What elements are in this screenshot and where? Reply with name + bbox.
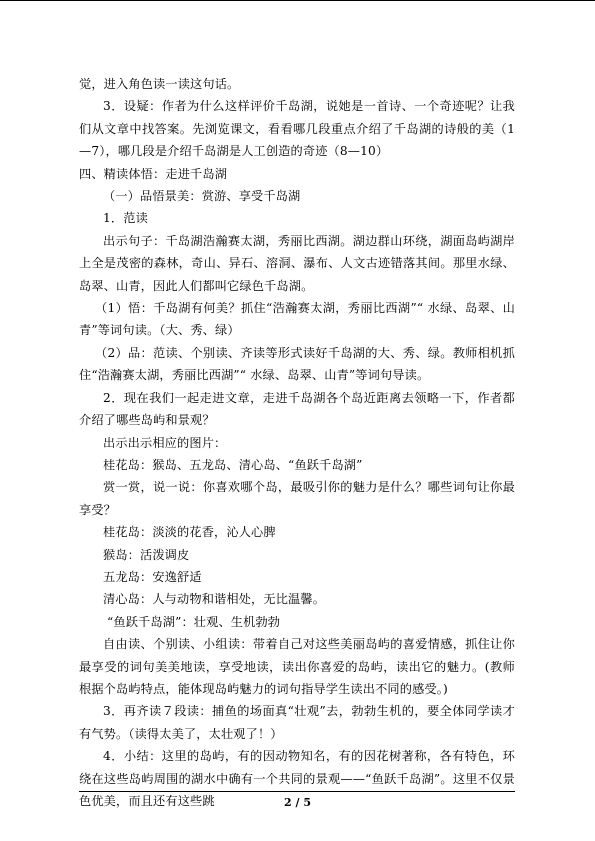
page-number: 2 / 5 xyxy=(284,796,311,809)
paragraph-osmanthus-island: 桂花岛：淡淡的花香，沁人心脾 xyxy=(103,525,276,540)
paragraph-monkey-island: 猴岛：活泼调皮 xyxy=(103,547,190,562)
paragraph-step-2: 2．现在我们一起走进文章，走进千岛湖各个岛近距离去领略一下，作者都介绍了哪些岛屿和景观？ xyxy=(79,390,515,428)
paragraph-appreciate: 赏一赏，说一说：你喜欢哪个岛，最吸引你的魅力是什么？哪些词句让你最享受？ xyxy=(79,480,515,517)
paragraph-five-dragon-island: 五龙岛：安逸舒适 xyxy=(103,569,202,584)
subsection-heading-1: （一）品悟景美：赏游、享受千岛湖 xyxy=(103,189,301,204)
paragraph-1: 觉，进入角色读一读这句话。 xyxy=(79,77,240,91)
header-rule xyxy=(0,0,595,1)
body-text xyxy=(79,73,515,812)
paragraph-qingxin-island: 清心岛：人与动物和谐相处，无比温馨。 xyxy=(103,592,326,607)
section-heading-4: 四、精读体悟：走进千岛湖 xyxy=(79,166,228,181)
paragraph-wu: （1）悟：千岛湖有何美？抓住“浩瀚赛太湖，秀丽比西湖”“ 水绿、岛翠、山青”等词句读。（大、秀、绿） xyxy=(79,301,515,338)
step-heading-1: 1．范读 xyxy=(103,211,148,226)
footer-rule xyxy=(79,791,515,792)
paragraph-reading-methods: 自由读、个别读、小组读：带着自己对这些美丽岛屿的喜爱情感，抓住让你最享受的词句美美地读，享受地读，读出你喜爱的岛屿，读出它的魅力。(教师根据个岛屿特点，能体现岛屿魅力的词句指导学生读出不同的感受。) xyxy=(79,637,515,696)
paragraph-fish-leap: “鱼跃千岛湖”：壮观、生机勃勃 xyxy=(107,614,281,629)
paragraph-step-4-summary: 4．小结：这里的岛屿，有的因动物知名，有的因花树著称，各有特色，环绕在这些岛屿周围的湖水中确有一个共同的景观——“鱼跃千岛湖”。这里不仅景色优美，而且还有这些跳 xyxy=(79,749,515,808)
paragraph-2: 3．设疑：作者为什么这样评价千岛湖，说她是一首诗、一个奇迹呢？让我们从文章中找答案。先浏览课文，看看哪几段重点介绍了千岛湖的诗般的美（1—7），哪几段是介绍千岛湖是人工创造的奇迹（8—10） xyxy=(79,99,515,159)
paragraph-show-pictures: 出示出示相应的图片： xyxy=(103,435,227,450)
paragraph-quote: 出示句子：千岛湖浩瀚赛太湖，秀丽比西湖。湖边群山环绕，湖面岛屿湖岸上全是茂密的森林，奇山、异石、溶洞、瀑布、人文古迹错落其间。那里水绿、岛翠、山青，因此人们都叫它绿色千岛湖。 xyxy=(79,233,515,293)
paragraph-island-list: 桂花岛：猴岛、五龙岛、清心岛、“鱼跃千岛湖” xyxy=(103,457,363,472)
paragraph-pin: （2）品：范读、个别读、齐读等形式读好千岛湖的大、秀、绿。教师相机抓住“浩瀚赛太湖，秀丽比西湖”“ 水绿、岛翠、山青”等词句导读。 xyxy=(79,345,515,383)
paragraph-step-3: 3．再齐读７段读：捕鱼的场面真“壮观”去，勃勃生机的，要全体同学读才有气势。（读得太美了，太壮观了！） xyxy=(79,704,515,741)
